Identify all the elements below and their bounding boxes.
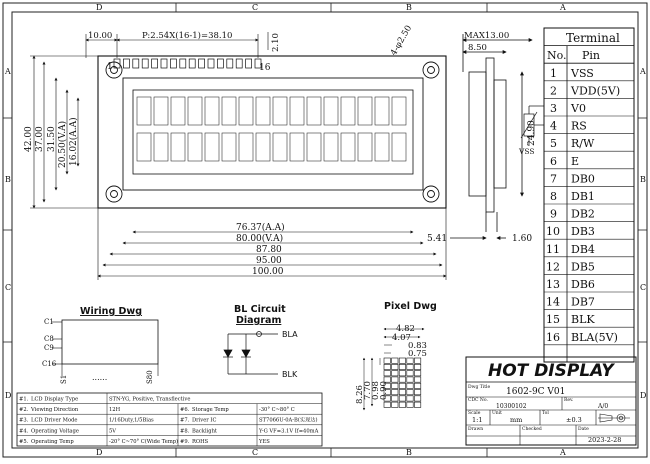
terminal-col-no: No.: [547, 49, 567, 63]
pixel-dot: [384, 358, 390, 363]
rev-label: Rev.: [564, 398, 574, 403]
terminal-row-pin: DB7: [571, 295, 595, 309]
dim-aa-width: 76.37(A.A): [236, 223, 285, 233]
pixel-dot: [414, 377, 420, 382]
terminal-row-pin: DB5: [571, 260, 595, 274]
terminal-row-pin: RS: [571, 119, 587, 133]
pixel-title: Pixel Dwg: [384, 301, 437, 312]
pin-pad: [208, 59, 214, 68]
char-cell: [222, 133, 236, 161]
pin-pad: [217, 59, 223, 68]
pixel-dot: [407, 396, 413, 401]
pixel-dot: [392, 396, 398, 401]
dim-aa-height: 16.02(A.A): [69, 117, 79, 166]
pin-pad: [133, 59, 139, 68]
char-cell: [392, 133, 406, 161]
bl-title-2: Diagram: [236, 315, 282, 326]
pixel-dot: [392, 371, 398, 376]
spec-label-2: ROHS: [192, 438, 209, 445]
pixel-h-826: 8.26: [355, 385, 365, 404]
frame-col-label: A: [560, 3, 566, 12]
frame-col-label: A: [560, 448, 566, 457]
dim-height-bezel: 31.50: [47, 126, 57, 152]
char-cell: [137, 133, 151, 161]
drawn-label: Drawn: [468, 427, 484, 432]
char-cell: [205, 97, 219, 125]
pixel-dot: [392, 377, 398, 382]
pixel-dot: [399, 358, 405, 363]
spec-value: 5V: [109, 428, 117, 435]
terminal-row-pin: BLK: [571, 313, 595, 327]
spec-label: LCD Driver Mode: [31, 417, 78, 424]
spec-no: #3.: [19, 417, 29, 424]
spec-value-2: ST7066U-0A-B(实现达): [259, 417, 318, 424]
terminal-row-no: 13: [546, 278, 560, 291]
spec-value: 12H: [109, 407, 121, 414]
terminal-row-no: 11: [546, 242, 560, 256]
pin-pad: [189, 59, 195, 68]
terminal-table: [544, 28, 634, 362]
terminal-row-no: 15: [546, 313, 560, 327]
frame-col-label: C: [252, 3, 259, 12]
terminal-row-no: 3: [550, 102, 557, 115]
terminal-row-pin: E: [571, 154, 580, 168]
char-cell: [324, 97, 338, 125]
pixel-dot: [399, 364, 405, 369]
projection-symbol: [598, 414, 630, 422]
spec-no: #5.: [19, 438, 29, 445]
pin-header: [114, 59, 261, 68]
frame-row-label: C: [640, 283, 647, 292]
char-cell: [324, 133, 338, 161]
terminal-row-no: 2: [550, 84, 557, 98]
pin-pad: [236, 59, 242, 68]
dim-bezel-width: 87.80: [256, 245, 282, 255]
pixel-dot: [414, 364, 420, 369]
dim-max-thick: MAX13.00: [464, 31, 510, 41]
pixel-dot: [392, 390, 398, 395]
bl-title-1: BL Circuit: [234, 304, 286, 315]
wiring-label-c8: C8: [44, 335, 54, 343]
terminal-row-no: 6: [550, 154, 557, 168]
char-cell: [154, 133, 168, 161]
wiring-label-c16: C16: [42, 360, 57, 368]
dwg-title: 1602-9C V01: [506, 387, 566, 397]
spec-value: 1/16Duty,1/5Bias: [109, 417, 154, 424]
dim-height-total: 42.00: [24, 126, 34, 152]
pixel-dot: [407, 390, 413, 395]
dim-pcb-mount: 95.00: [256, 256, 282, 266]
frame-col-label: B: [406, 448, 412, 457]
terminal-row-no: 9: [550, 207, 557, 221]
cdc-label: CDC No.: [468, 398, 488, 403]
char-cell: [392, 97, 406, 125]
pin-pad: [170, 59, 176, 68]
pixel-dot: [407, 402, 413, 407]
char-cell: [188, 97, 202, 125]
terminal-row-no: 12: [546, 260, 560, 274]
pin-pad: [152, 59, 158, 68]
pixel-grid: [384, 358, 421, 407]
dim-va-width: 80.00(V.A): [236, 234, 284, 244]
terminal-row-no: 10: [546, 225, 560, 239]
char-cell: [205, 133, 219, 161]
spec-label-2: Storage Temp: [192, 407, 229, 414]
dim-pcb-width: 100.00: [252, 267, 284, 277]
terminal-row-pin: BLA(5V): [571, 330, 618, 344]
terminal-row-pin: DB4: [571, 242, 595, 256]
char-cell: [375, 133, 389, 161]
wiring-s1: S1: [60, 374, 68, 384]
spec-no-2: #9.: [180, 438, 190, 445]
pixel-dot: [399, 383, 405, 388]
terminal-title: Terminal: [566, 31, 620, 45]
terminal-row-pin: DB0: [571, 172, 595, 186]
pixel-dot: [392, 402, 398, 407]
pixel-h-098: 0.98: [371, 381, 381, 400]
date-value: 2023-2-28: [588, 436, 622, 444]
pixel-w-075: 0.75: [408, 349, 427, 359]
terminal-row-pin: VDD(5V): [571, 84, 621, 98]
spec-no: #4.: [19, 428, 29, 435]
char-cell: [307, 97, 321, 125]
terminal-row-pin: DB3: [571, 225, 595, 239]
terminal-row-no: 8: [550, 190, 557, 203]
spec-value-2: YES: [259, 438, 270, 445]
frame-col-label: D: [96, 3, 103, 12]
pixel-dot: [407, 383, 413, 388]
terminal-row-pin: VSS: [571, 66, 594, 80]
pixel-h-770: 7.70: [363, 381, 373, 400]
terminal-row-no: 16: [546, 330, 560, 344]
unit-label: Unit: [492, 411, 502, 416]
frame-row-label: D: [640, 391, 647, 400]
char-cell: [188, 133, 202, 161]
frame-row-label: B: [640, 175, 646, 184]
module-front-view: [98, 56, 446, 208]
unit-value: mm: [510, 416, 523, 424]
spec-value-2: Y-G VF=3.1V If=40mA: [259, 428, 319, 435]
spec-value: -20° C~70° C(Wide Temp): [109, 438, 179, 445]
frame-row-label: A: [5, 67, 11, 76]
pixel-dot: [399, 371, 405, 376]
pixel-dot: [399, 390, 405, 395]
spec-label-2: Driver IC: [192, 417, 217, 424]
dim-side-height: 24.90: [527, 120, 537, 146]
wiring-title: Wiring Dwg: [80, 306, 143, 317]
vss-label: VSS: [519, 147, 535, 156]
char-cell: [222, 97, 236, 125]
char-cell: [171, 97, 185, 125]
dim-height-mount: 37.00: [35, 126, 45, 152]
bl-bla-label: BLA: [282, 330, 298, 339]
frame-col-label: D: [96, 448, 103, 457]
char-cell: [239, 97, 253, 125]
pixel-dot: [399, 402, 405, 407]
pixel-dot: [399, 396, 405, 401]
tol-label: Tol: [542, 411, 549, 416]
pin-pad: [123, 59, 129, 68]
checked-label: Checked: [522, 427, 542, 432]
spec-no-2: #7.: [180, 417, 190, 424]
title-block: [466, 357, 636, 445]
spec-label: Viewing Direction: [31, 407, 79, 414]
spec-value: STN-YG, Positive, Transflective: [109, 396, 191, 403]
pixel-dot: [399, 377, 405, 382]
dim-va-height: 20.50(V.A): [58, 120, 68, 168]
char-cell: [358, 97, 372, 125]
wiring-diagram: [42, 306, 158, 384]
spec-no: #1.: [19, 396, 29, 403]
char-cell: [341, 97, 355, 125]
wiring-s80: S80: [146, 370, 154, 384]
frame-row-label: B: [5, 175, 11, 184]
pin-pad: [142, 59, 148, 68]
pixel-dot: [392, 364, 398, 369]
pixel-h-090: 0.90: [379, 381, 389, 400]
pin-16-label: 16: [259, 63, 271, 73]
frame-row-label: C: [5, 283, 12, 292]
frame-row-label: A: [640, 67, 646, 76]
mounting-holes: [106, 62, 439, 202]
pixel-dot: [414, 371, 420, 376]
frame-row-label: D: [5, 391, 12, 400]
char-cell: [273, 133, 287, 161]
pixel-dot: [384, 402, 390, 407]
dim-pin-pitch: P:2.54X(16-1)=38.10: [142, 31, 233, 41]
pin-pad: [161, 59, 167, 68]
pixel-dot: [384, 364, 390, 369]
terminal-row-no: 1: [550, 66, 557, 80]
char-cell: [239, 133, 253, 161]
pcb-outline: [98, 56, 446, 208]
char-cell: [154, 97, 168, 125]
dim-side-1: 1.60: [512, 234, 533, 244]
frame-col-label: C: [252, 448, 259, 457]
spec-no-2: #8.: [180, 428, 190, 435]
pixel-dot: [384, 371, 390, 376]
pixel-dot: [414, 383, 420, 388]
spec-label: Operating Temp: [31, 438, 74, 445]
pin-pad: [180, 59, 186, 68]
terminal-row-no: 7: [550, 172, 557, 186]
wiring-dots: ......: [92, 373, 108, 382]
cdc-no: 10300102: [496, 403, 527, 410]
char-cell: [137, 97, 151, 125]
pixel-dot: [407, 377, 413, 382]
terminal-row-no: 14: [546, 295, 560, 309]
wiring-label-c9: C9: [44, 344, 54, 352]
terminal-col-pin: Pin: [582, 49, 601, 63]
dim-top-offset: 2.10: [271, 33, 281, 52]
pin-1-label: 1: [107, 62, 113, 72]
tol-value: ±0.3: [566, 416, 582, 424]
terminal-row-no: 5: [550, 137, 557, 151]
company-name: HOT DISPLAY: [488, 361, 614, 381]
wiring-label-c1: C1: [44, 318, 54, 326]
dim-pitch: 10.00: [88, 31, 113, 41]
pixel-w-083: 0.83: [408, 341, 427, 351]
pixel-dot: [407, 364, 413, 369]
char-cell: [256, 97, 270, 125]
pixel-dot: [392, 383, 398, 388]
pixel-dot: [414, 390, 420, 395]
char-cell: [273, 97, 287, 125]
spec-label: Operating Voltage: [31, 428, 79, 435]
pin-pad: [246, 59, 252, 68]
spec-table: [17, 393, 322, 446]
pixel-dot: [414, 402, 420, 407]
bl-circuit-diagram: [223, 304, 298, 379]
char-cell: [256, 133, 270, 161]
terminal-row-pin: V0: [571, 102, 586, 115]
spec-value-2: -30° C~80° C: [259, 407, 295, 414]
terminal-row-pin: DB1: [571, 190, 595, 203]
char-cell: [171, 133, 185, 161]
pixel-dot: [414, 396, 420, 401]
scale-label: Scale: [468, 411, 481, 416]
dim-side-5: 5.41: [427, 234, 448, 244]
dim-hole: 4-φ2.50: [388, 23, 415, 58]
spec-label: LCD Display Type: [31, 396, 79, 403]
frame-col-label: B: [406, 3, 412, 12]
pixel-dot: [392, 358, 398, 363]
char-cell: [307, 133, 321, 161]
pixel-w-407: 4.07: [392, 333, 411, 343]
character-cells: [137, 97, 406, 161]
terminal-row-no: 4: [550, 119, 557, 133]
char-cell: [290, 97, 304, 125]
char-cell: [341, 133, 355, 161]
pixel-diagram: [355, 301, 437, 410]
pin-pad: [199, 59, 205, 68]
spec-label-2: Backlight: [192, 428, 218, 435]
bl-blk-label: BLK: [282, 370, 298, 379]
terminal-row-pin: DB6: [571, 278, 595, 291]
char-cell: [358, 133, 372, 161]
rev-value: A/0: [598, 403, 609, 410]
pixel-dot: [407, 371, 413, 376]
char-cell: [375, 97, 389, 125]
dim-thick-8: 8.50: [468, 43, 487, 53]
spec-no-2: #6.: [180, 407, 190, 414]
spec-no: #2.: [19, 407, 29, 414]
pixel-w-482: 4.82: [396, 324, 415, 334]
char-cell: [290, 133, 304, 161]
date-label: Date: [578, 427, 589, 432]
pin-pad: [227, 59, 233, 68]
terminal-row-pin: R/W: [571, 137, 595, 151]
side-view: [450, 34, 532, 238]
terminal-row-pin: DB2: [571, 207, 595, 221]
dwg-title-label: Dwg Title: [468, 385, 491, 390]
scale-value: 1:1: [472, 416, 483, 424]
